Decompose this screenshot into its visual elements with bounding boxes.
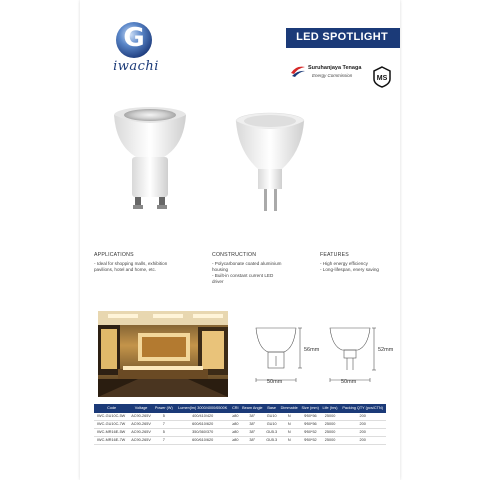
table-cell: IWC-GU10C-5W (94, 413, 129, 421)
iwachi-logo (106, 18, 166, 78)
applications-section (94, 252, 184, 273)
table-cell: 25000 (321, 420, 340, 428)
table-cell: GU10 (265, 413, 279, 421)
gu10-dimension-drawing (256, 328, 302, 382)
table-cell: IWC-MR16E-5W (94, 428, 129, 436)
mr16-height-label: 52mm (378, 347, 394, 353)
table-cell: 200 (339, 428, 386, 436)
applications-heading: APPLICATIONS (94, 252, 134, 258)
table-cell: Φ50*56 (300, 420, 321, 428)
construction-section (212, 252, 302, 285)
table-cell: N (279, 413, 300, 421)
construction-item: - Built-in constant current LED (212, 273, 274, 278)
table-cell: 400/410/420 (175, 413, 231, 421)
table-cell: 25000 (321, 428, 340, 436)
mr16-bulb-image (230, 105, 310, 225)
applications-item: pavilions, hotel and home, etc. (94, 267, 157, 272)
title-banner (286, 28, 400, 48)
brand-name: iwachi (113, 59, 159, 74)
table-cell: 350/360/370 (175, 428, 231, 436)
table-cell: 38° (240, 436, 265, 444)
table-header: Code (94, 404, 129, 413)
table-cell: 38° (240, 428, 265, 436)
catalog-page (80, 0, 400, 480)
table-cell: 200 (339, 420, 386, 428)
ms-mark-text: MS (376, 75, 388, 82)
table-cell: 600/610/620 (175, 436, 231, 444)
gu10-height-label: 56mm (304, 347, 320, 353)
table-cell: 5 (153, 428, 175, 436)
table-cell: 5 (153, 413, 175, 421)
applications-item: - Ideal for shopping malls, exhibition (94, 261, 168, 266)
dimension-drawings (248, 318, 398, 398)
table-cell: ≥80 (232, 430, 239, 434)
table-cell: N (279, 420, 300, 428)
page-title: LED SPOTLIGHT (296, 31, 388, 43)
table-row (94, 428, 386, 436)
table-cell: AC90-265V (129, 420, 153, 428)
table-cell: 25000 (321, 413, 340, 421)
table-header: Size (mm) (300, 404, 321, 413)
table-header-row (94, 404, 386, 413)
table-cell: Φ50*52 (300, 436, 321, 444)
table-cell: GU10 (265, 420, 279, 428)
table-cell: GU5.3 (266, 438, 278, 442)
table-header: Power (W) (153, 404, 175, 413)
st-name: Suruhanjaya Tenaga (308, 65, 362, 71)
table-header: Base (265, 404, 279, 413)
table-header: Life (hrs) (321, 404, 340, 413)
table-cell: N (279, 428, 300, 436)
construction-item: - Polycarbonate coated aluminium (212, 261, 282, 266)
table-cell: 38° (240, 413, 265, 421)
table-cell: ≥80 (232, 414, 239, 418)
features-item: - Long-lifespan, enery saving (320, 267, 379, 272)
table-cell: 600/610/620 (175, 420, 231, 428)
suruhanjaya-tenaga-logo (290, 62, 370, 82)
table-row (94, 413, 386, 421)
mr16-dimension-drawing (330, 328, 376, 382)
table-row (94, 436, 386, 444)
table-header: Packing QTY (pcs/CTN) (339, 404, 386, 413)
features-item: - High energy efficiency (320, 261, 368, 266)
table-cell: ≥80 (232, 438, 239, 442)
st-subtitle: Energy Commission (312, 73, 353, 78)
table-header: Voltage (129, 404, 153, 413)
table-cell: Φ50*56 (300, 413, 321, 421)
shopping-mall-photo (98, 311, 228, 397)
table-header: Lumen(lm) 3000/4000/6500K (175, 404, 231, 413)
table-cell: IWC-MR16E-7W (94, 436, 129, 444)
gu10-width-label: 50mm (267, 379, 283, 385)
construction-heading: CONSTRUCTION (212, 252, 257, 258)
table-cell: 200 (339, 436, 386, 444)
table-header: Dimmable (279, 404, 300, 413)
table-cell: ≥80 (232, 422, 239, 426)
st-swoosh-icon (290, 64, 306, 78)
logo-letter: G (123, 23, 145, 53)
features-heading: FEATURES (320, 252, 349, 258)
table-cell: AC90-265V (129, 428, 153, 436)
table-cell: GU5.3 (266, 430, 278, 434)
table-cell: 38° (240, 420, 265, 428)
table-cell: N (279, 436, 300, 444)
table-cell: AC90-265V (129, 413, 153, 421)
mr16-width-label: 50mm (341, 379, 357, 385)
table-row (94, 420, 386, 428)
table-cell: 7 (153, 420, 175, 428)
specification-table (94, 404, 386, 445)
table-cell: 200 (339, 413, 386, 421)
table-header: Beam Angle (240, 404, 265, 413)
table-cell: 7 (153, 436, 175, 444)
table-cell: 25000 (321, 436, 340, 444)
construction-item: housing (212, 267, 229, 272)
gu10-bulb-image (110, 95, 190, 235)
construction-item: driver (212, 279, 224, 284)
features-section (320, 252, 410, 273)
table-cell: Φ50*52 (300, 428, 321, 436)
ms-certification-icon (372, 66, 392, 88)
table-header: CRI (231, 404, 240, 413)
table-cell: AC90-265V (129, 436, 153, 444)
table-cell: IWC-GU10C-7W (94, 420, 129, 428)
